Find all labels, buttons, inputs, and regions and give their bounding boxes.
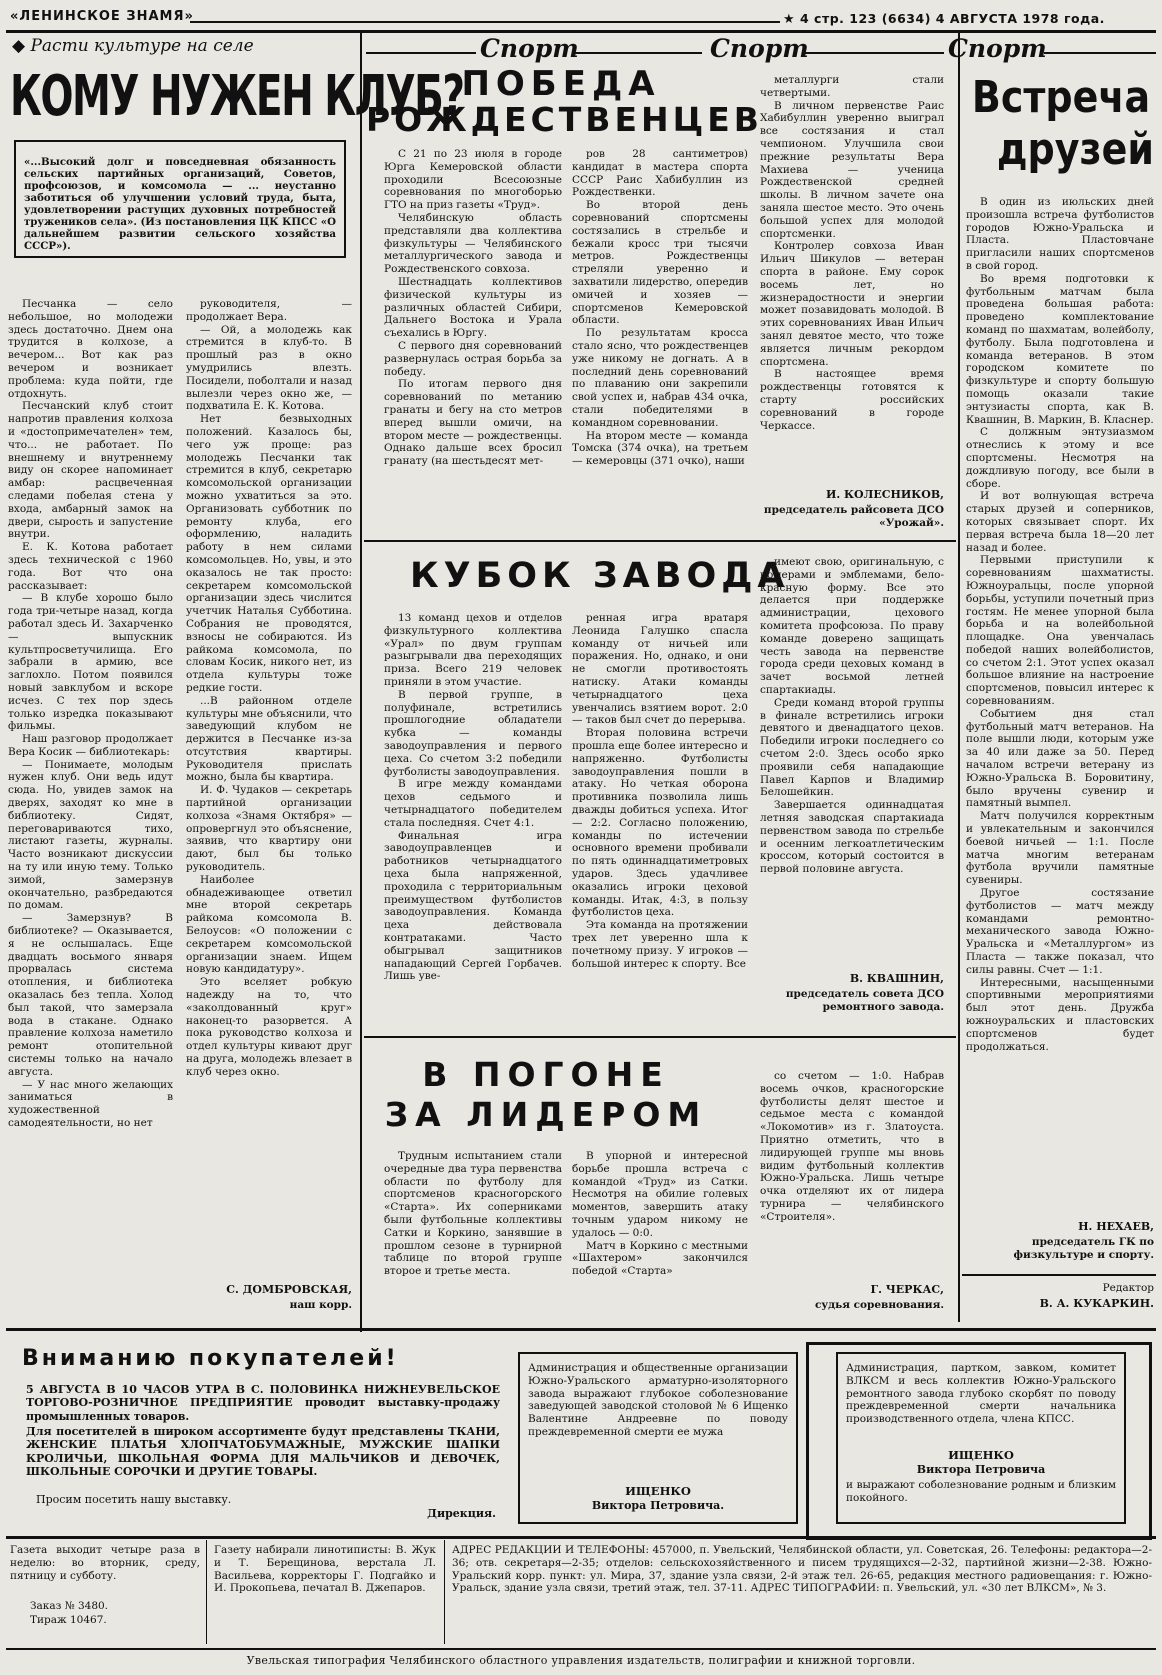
vstrecha-signature: Н. НЕХАЕВ, [1078,1220,1154,1233]
issue-line: 4 стр. 123 (6634) 4 АВГУСТА 1978 года. [800,11,1105,26]
pogone-title-2: ЗА ЛИДЕРОМ [384,1095,708,1134]
club-col2 [186,298,352,1238]
paragraph: имеют свою, оригинальную, с номерами и эмблемами, бело-красную форму. Все это делается при поддержке администрации, цехового комитета профсоюза. По праву команде доверено защищать честь завода на первенстве города среди цеховых команд в зачет восьмой летней спартакиады. [760,556,944,696]
paragraph: На втором месте — команда Томска (374 очка), на третьем — кемеровцы (371 очко), наши [572,429,748,468]
paragraph: Во второй день соревнований спортсмены состязались в стрельбе и бежали кросс три тысячи метров. Рождественцы стреляли уверенно и захватили лидерство, опередив омичей и хозяев — спортсменов Кемеровской области. [572,199,748,327]
paragraph: Матч получился корректным и увлекательным и закончился боевой ничьей — 1:1. После матча многим ветеранам футбола вручили памятные сувениры. [966,810,1154,887]
paragraph: По итогам первого дня соревнований по метанию гранаты и бегу на сто метров вперед вышли омичи, на втором месте — рождественцы. Однако дальше всех бросил гранату (на шестьдесят мет- [384,378,562,468]
pobeda-col2 [572,148,748,536]
footer-circulation: Тираж 10467. [30,1614,107,1626]
obituary-2-text: Администрация, партком, завком, комитет ВЛКСМ и весь коллектив Южно-Уральского ремонтного завода глубоко скорбят по поводу преждевременной смерти начальника производственного отдела, члена КПСС. [846,1362,1116,1426]
paragraph: В личном первенстве Раис Хабибуллин уверенно выиграл все состязания и стал чемпионом. Улучшила свои прежние результаты Вера Махиева — ученица Рождественской средней школы. В личном зачете она заняла шестое место. Это очень большой успех для молодой спортсменки. [760,99,944,240]
epigraph: «...Высокий долг и повседневная обязанность сельских партийных организаций, Советов, профсоюзов, и комсомола — ... неустанно заботиться об улучшении условий труда, быта, удовлетворении растущих духовных потребностей тружеников села». (Из постановления ЦК КПСС «О дальнейшем развитии сельского хозяйства СССР»). [24,156,336,253]
paragraph: Интересными, насыщенными спортивными мероприятиями был этот день. Дружба южноуральских и пластовских спортсменов будет продолжаться. [966,976,1154,1053]
paragraph: Шестнадцать коллективов физической культуры из различных областей Сибири, Дальнего Востока и Урала съехались в Юргу. [384,275,562,340]
section-rule [364,540,956,542]
obituary-1-name2: Виктора Петровича. [591,1499,725,1512]
pogone-col3 [760,1070,944,1270]
paragraph: Матч в Коркино с местными «Шахтером» закончился победой «Старта» [572,1239,748,1278]
obituary-1-name: ИЩЕНКО [625,1484,691,1498]
paragraph: Событием дня стал футбольный матч ветеранов. На поле вышли люди, которым уже за 40 или даже за 50. Перед началом встречи ветерану из Южно-Уральска В. Боровитину, было вручены сувенир и памятный вымпел. [966,707,1154,810]
obituary-2-name: ИЩЕНКО [948,1448,1014,1462]
kubok-signature-title: председатель совета ДСО ремонтного завода. [785,988,944,1013]
footer-address: АДРЕС РЕДАКЦИИ И ТЕЛЕФОНЫ: 457000, п. Увельский, Челябинской области, ул. Советская, 26. Телефоны: редактора—2-36; отв. секретаря—2-35; отделов: сельскохозяйственного и писем трудящихся—2-32, партийной жизни—2-38. Южно-Уральский корр. пункт: ул. Мира, 37, здание узла связи, 2-й этаж тел. 26-65, редакция местного радиовещания: г. Южно-Уральск, здание узла связи, третий этаж, тел. 37-11. АДРЕС ТИПОГРАФИИ: п. Увельский, ул. «30 лет ВЛКСМ», № 3. [452,1544,1152,1595]
paragraph: Среди команд второй группы в финале встретились игроки девятого и двенадцатого цехов. Победили игроки последнего со счетом 2:0. Здесь особо ярко проявили себя нападающие Павел Карпов и Владимир Белошейкин. [760,696,944,799]
sport-label-1: Спорт [480,34,579,63]
pobeda-signature: И. КОЛЕСНИКОВ, [825,488,944,501]
club-col1 [8,298,173,1278]
obituary-1-text: Администрация и общественные организации Южно-Уральского арматурно-изоляторного завода выражают глубокое соболезнование заведующей заводской столовой № 6 Ищенко Валентине Андреевне по поводу преждевременной смерти ее мужа [528,1362,788,1438]
paragraph: Трудным испытанием стали очередные два тура первенства области по футболу для спортсменов красногорского «Старта». Их соперниками были футбольные коллективы Сатки и Коркино, занявшие в прошлом сезоне в турнирной таблице по второй группе второе и третье места. [384,1150,562,1278]
sport-label-3: Спорт [948,34,1047,63]
paragraph: В упорной и интересной борьбе прошла встреча с командой «Труд» из Сатки. Несмотря на обилие голевых моментов, завершить атаку точным ударом никому не удалось — 0:0. [572,1150,748,1239]
footer-typesetters: Газету набирали линотиписты: В. Жук и Т. Берещинова, верстала Л. Васильева, корректоры Г. Подгайко и И. Прокопьева, печатал В. Джепаров. [214,1544,436,1595]
paragraph: Во время подготовки к футбольным матчам была проведена большая работа: проведено комплектование команд по шахматам, волейболу, футболу. Была подготовлена и команда ветеранов. В этом городском комитете по физкультуре и спорту большую помощь оказали такие энтузиасты спорта, как В. Квашнин, В. Маркин, В. Класнер. [966,272,1154,426]
column-rule [360,32,362,1332]
paragraph: Эта команда на протяжении трех лет уверенно шла к почетному призу. У игроков — большой интерес к спорту. Все [572,919,748,970]
paragraph: С должным энтузиазмом отнеслись к этому и все спортсмены. Несмотря на дождливую погоду, все были в сборе. [966,426,1154,490]
ad-invite: Просим посетить нашу выставку. [36,1493,232,1506]
section-rule [962,1274,1156,1276]
vstrecha-title-2: друзей [996,123,1154,175]
pogone-col2 [572,1150,748,1320]
footer-rule [6,1536,1156,1539]
paragraph: металлурги стали четвертыми. [760,74,944,99]
vstrecha-body [966,196,1154,1258]
paragraph: Вторая половина встречи прошла еще более интересно и напряженно. Футболисты заводоуправления пошли в атаку. Но четкая оборона противника позволила лишь дважды добиться успеха. Итог — 2:2. Согласно положению, команды по истечении основного времени пробивали по пять одиннадцатиметровых ударов. Здесь удачливее оказались игроки цеховой команды. Итак, 4:3, в пользу футболистов цеха. [572,727,748,919]
paragraph: — Понимаете, молодым нужен клуб. Они ведь идут сюда. Но, увидев замок на дверях, заходят ко мне в библиотеку. Сидят, переговариваются тихо, листают газеты, журналы. Часто возникают дискуссии на ту или иную тему. Только зимой, замерзнув окончательно, разбредаются по домам. [8,758,173,912]
paragraph: — Замерзнув? В библиотеке? — Оказывается, я не ослышалась. Еще двадцать восьмого января прорвалась система отопления, и библиотека оказалась без тепла. Холод был такой, что замерзала вода в стакане. Однако правление колхоза наметило ремонт отопительной системы только на начало августа. [8,912,173,1078]
ads-rule [6,1328,1156,1331]
vstrecha-title-1: Встреча [971,71,1151,123]
paragraph: В игре между командами цехов седьмого и четырнадцатого победителем стала последняя. Счет 4:1. [384,778,562,829]
paragraph: В один из июльских дней произошла встреча футболистов городов Южно-Уральска и Пласта. Пластовчане пригласили наших спортсменов в свой город. [966,196,1154,272]
rubric: ◆ Расти культуре на селе [12,36,254,56]
editor-name: В. А. КУКАРКИН. [1039,1297,1154,1310]
paragraph: 13 команд цехов и отделов физкультурного коллектива «Урал» по двум группам разыгрывали два переходящих приза. Всего 219 человек приняли в этом участие. [384,612,562,688]
paragraph: ...В районном отделе культуры мне объяснили, что заведующий клубом не держится в Песчанке из-за отсутствия квартиры. Руководителя прислать можно, была бы квартира. [186,694,352,784]
pobeda-title-2: РОЖДЕСТВЕНЦЕВ [366,100,763,139]
paragraph: — В клубе хорошо было года три-четыре назад, когда работал здесь И. Захарченко — выпускник культпросветучилища. Его забрали в армию, все заглохло. Потом появился новый завклубом и вскоре исчез. С тех пор здесь только изредка показывают фильмы. [8,592,173,733]
paragraph: Челябинскую область представляли два коллектива физкультуры — Челябинского металлургического завода и Рождественского совхоза. [384,211,562,276]
editor-label: Редактор [1102,1282,1154,1294]
obituary-2-tail: и выражают соболезнование родным и близким покойного. [846,1479,1116,1504]
paragraph: — Ой, а молодежь как стремится в клуб-то. В прошлый раз в окно умудрились влезть. Посидели, поболтали и назад вылезли через окно же, — подхватила Е. К. Котова. [186,323,352,413]
pobeda-col1 [384,148,562,536]
club-title: КОМУ НУЖЕН КЛУБ? [10,64,464,130]
pogone-signature-title: судья соревнования. [814,1299,944,1311]
sport-rule [572,52,702,54]
paper-name: «ЛЕНИНСКОЕ ЗНАМЯ» [10,9,194,24]
star-icon: ★ [783,12,795,27]
paragraph: Это вселяет робкую надежду на то, что «заколдованный круг» наконец-то разорвется. А пока руководство колхоза и отдел культуры кивают друг на друга, молодежь влезает в клуб через окно. [186,976,352,1078]
pogone-signature: Г. ЧЕРКАС, [870,1283,944,1296]
sport-label-2: Спорт [710,34,809,63]
pobeda-title-1: ПОБЕДА [461,64,661,104]
paragraph: И вот волнующая встреча старых друзей и соперников, которых связывает спорт. Их первая встреча была 18—20 лет назад и более. [966,490,1154,554]
kubok-col1 [384,612,562,1030]
top-rule [6,30,1156,33]
pobeda-col3 [760,74,944,474]
sport-rule [366,52,476,54]
section-rule [364,1036,956,1038]
pogone-title-1: В ПОГОНЕ [422,1055,670,1094]
epigraph-box [14,140,346,258]
kubok-signature: В. КВАШНИН, [849,972,944,985]
paragraph: руководителя, — продолжает Вера. [186,298,352,323]
paragraph: В первой группе, в полуфинале, встретились прошлогодние обладатели кубка — команды заводоуправления и первого цеха. Со счетом 3:2 победили футболисты заводоуправления. [384,688,562,778]
footer-printer: Увельская типография Челябинского областного управления издательств, полиграфии и книжной торговли. [246,1654,916,1667]
paragraph: И. Ф. Чудаков — секретарь партийной организации колхоза «Знамя Октября» — опровергнул это объяснение, заявив, что квартиру они дают, был бы только руководитель. [186,784,352,874]
club-signature: С. ДОМБРОВСКАЯ, [226,1283,352,1296]
paragraph: со счетом — 1:0. Набрав восемь очков, красногорские футболисты делят шестое и седьмое места с командой «Локомотив» из г. Златоуста. Приятно отметить, что в лидирующей группе мы вновь видим футбольный коллектив Южно-Уральска. Лишь четыре очка отделяют их от лидера турнира — челябинского «Строителя». [760,1070,944,1223]
paragraph: В настоящее время рождественцы готовятся к старту российских соревнований в городе Черкассе. [760,368,944,432]
masthead-rule [190,21,780,23]
vstrecha-signature-title: председатель ГК по физкультуре и спорту. [1013,1236,1154,1261]
paragraph: Наш разговор продолжает Вера Косик — библиотекарь: [8,733,173,758]
kubok-title: КУБОК ЗАВОДА [410,556,790,596]
ad-body: Для посетителей в широком ассортименте будут представлены ТКАНИ, ЖЕНСКИЕ ПЛАТЬЯ ХЛОПЧАТОБУМАЖНЫЕ, МУЖСКИЕ ШАПКИ КРОЛИЧЬИ, ШКОЛЬНАЯ ФОРМА ДЛЯ МАЛЬЧИКОВ И ДЕВОЧЕК, ШКОЛЬНЫЕ СОРОЧКИ И ДРУГИЕ ТОВАРЫ. [26,1425,500,1479]
paragraph: Контролер совхоза Иван Ильич Шикулов — ветеран спорта в районе. Ему сорок восемь лет, но жизнерадостности и энергии может позавидовать молодой. В этих соревнованиях Иван Ильич занял девятое место, что тоже является личным рекордом спортсмена. [760,240,944,368]
club-signature-title: наш корр. [289,1299,352,1311]
footer-divider [206,1540,207,1644]
pobeda-signature-title: председатель райсовета ДСО «Урожай». [763,504,944,529]
paragraph: С 21 по 23 июля в городе Юрга Кемеровской области проходили Всесоюзные соревнования по многоборью ГТО на приз газеты «Труд». [384,148,562,212]
paragraph: ренная игра вратаря Леонида Галушко спасла команду от ничьей или поражения. Но, однако, и они не смогли противостоять натиску. Атаки команды четырнадцатого цеха увенчались взятием ворот. 2:0 — таков был счет до перерыва. [572,612,748,727]
paragraph: Песчанка — село небольшое, но молодежи здесь достаточно. Днем она трудится в колхозе, а вечером... Вот как раз вечером и возникает проблема: куда пойти, где отдохнуть. [8,298,173,400]
ad-sign: Дирекция. [427,1507,496,1520]
kubok-col2 [572,612,748,1030]
obituary-2-name2: Виктора Петровича [916,1463,1046,1476]
paragraph: Финальная игра заводоуправленцев и работников четырнадцатого цеха была напряженной, проходила с территориальным преимуществом футболистов заводоуправления. Команда цеха действовала контратаками. Часто обыгрывал защитников нападающий Сергей Горбачев. Лишь уве- [384,829,562,983]
paragraph: По результатам кросса стало ясно, что рождественцев уже никому не догнать. А в последний день соревнований по плаванию они закрепили свой успех и, набрав 434 очка, стали победителями в командном соревновании. [572,327,748,429]
pogone-col1 [384,1150,562,1320]
paragraph: Первыми приступили к соревнованиям шахматисты. Южноуральцы, после упорной борьбы, уступили почетный приз гостям. Не менее упорной была борьба и на волейбольной площадке. Она увенчалась победой наших волейболистов, со счетом 2:1. Этот успех оказал большое влияние на настроение спортсменов, повысил интерес к соревнованиям. [966,554,1154,708]
ad-lead: 5 АВГУСТА В 10 ЧАСОВ УТРА В С. ПОЛОВИНКА НИЖНЕУВЕЛЬСКОЕ ТОРГОВО-РОЗНИЧНОЕ ПРЕДПРИЯТИЕ проводит выставку-продажу промышленных товаров. [26,1383,500,1423]
paragraph: — У нас много желающих заниматься в художественной самодеятельности, но нет [8,1078,173,1129]
paragraph: Е. К. Котова работает здесь технической с 1960 года. Вот что она рассказывает: [8,541,173,592]
sport-rule [1044,52,1156,54]
footer-schedule: Газета выходит четыре раза в неделю: во вторник, среду, пятницу и субботу. [10,1544,200,1582]
paragraph: Песчанский клуб стоит напротив правления колхоза и «достопримечателен» тем, что... не работает. По внешнему и внутреннему виду он скорее напоминает амбар: расцвеченная следами побелая стена у входа, амбарный замок на двери, сырость и запустение внутри. [8,400,173,541]
paragraph: Нет безвыходных положений. Казалось бы, чего уж проще: раз молодежь Песчанки так стремится в клуб, секретарю комсомольской организации можно ухватиться за это. Организовать субботник по ремонту клуба, его оформлению, наладить работу в нем силами комсомольцев. Но, увы, и это оказалось не так просто: секретарем комсомольской организации здесь числится учетчик Наталья Субботина. Собрания не проводятся, взносы не собираются. Из райкома комсомола, по словам Косик, никого нет, из отдела культуры тоже редкие гости. [186,413,352,694]
paragraph: Другое состязание футболистов — матч между командами ремонтно-механического завода Южно-Уральска и «Металлургом» из Пласта — также показал, что силы равны. Счет — 1:1. [966,887,1154,976]
footer-bottom-rule [6,1648,1156,1650]
paragraph: Наиболее обнадеживающее ответил мне второй секретарь райкома комсомола В. Белоусов: «О положении с секретарем комсомольской организации знаем. Ищем новую кандидатуру». [186,873,352,976]
ad-title: Вниманию покупателей! [22,1346,399,1371]
footer-divider [444,1540,445,1644]
paragraph: Завершается одиннадцатая летняя заводская спартакиада первенством завода по стрельбе и осенним легкоатлетическим кроссом, который состоится в первой половине августа. [760,799,944,876]
diamond-icon: ◆ [12,36,31,56]
kubok-col3 [760,556,944,956]
column-rule [958,32,960,1322]
sport-rule [804,52,944,54]
paragraph: ров 28 сантиметров) кандидат в мастера спорта СССР Раис Хабибуллин из Рождественки. [572,148,748,199]
footer-order: Заказ № 3480. [30,1600,109,1612]
paragraph: С первого дня соревнований развернулась острая борьба за победу. [384,339,562,378]
